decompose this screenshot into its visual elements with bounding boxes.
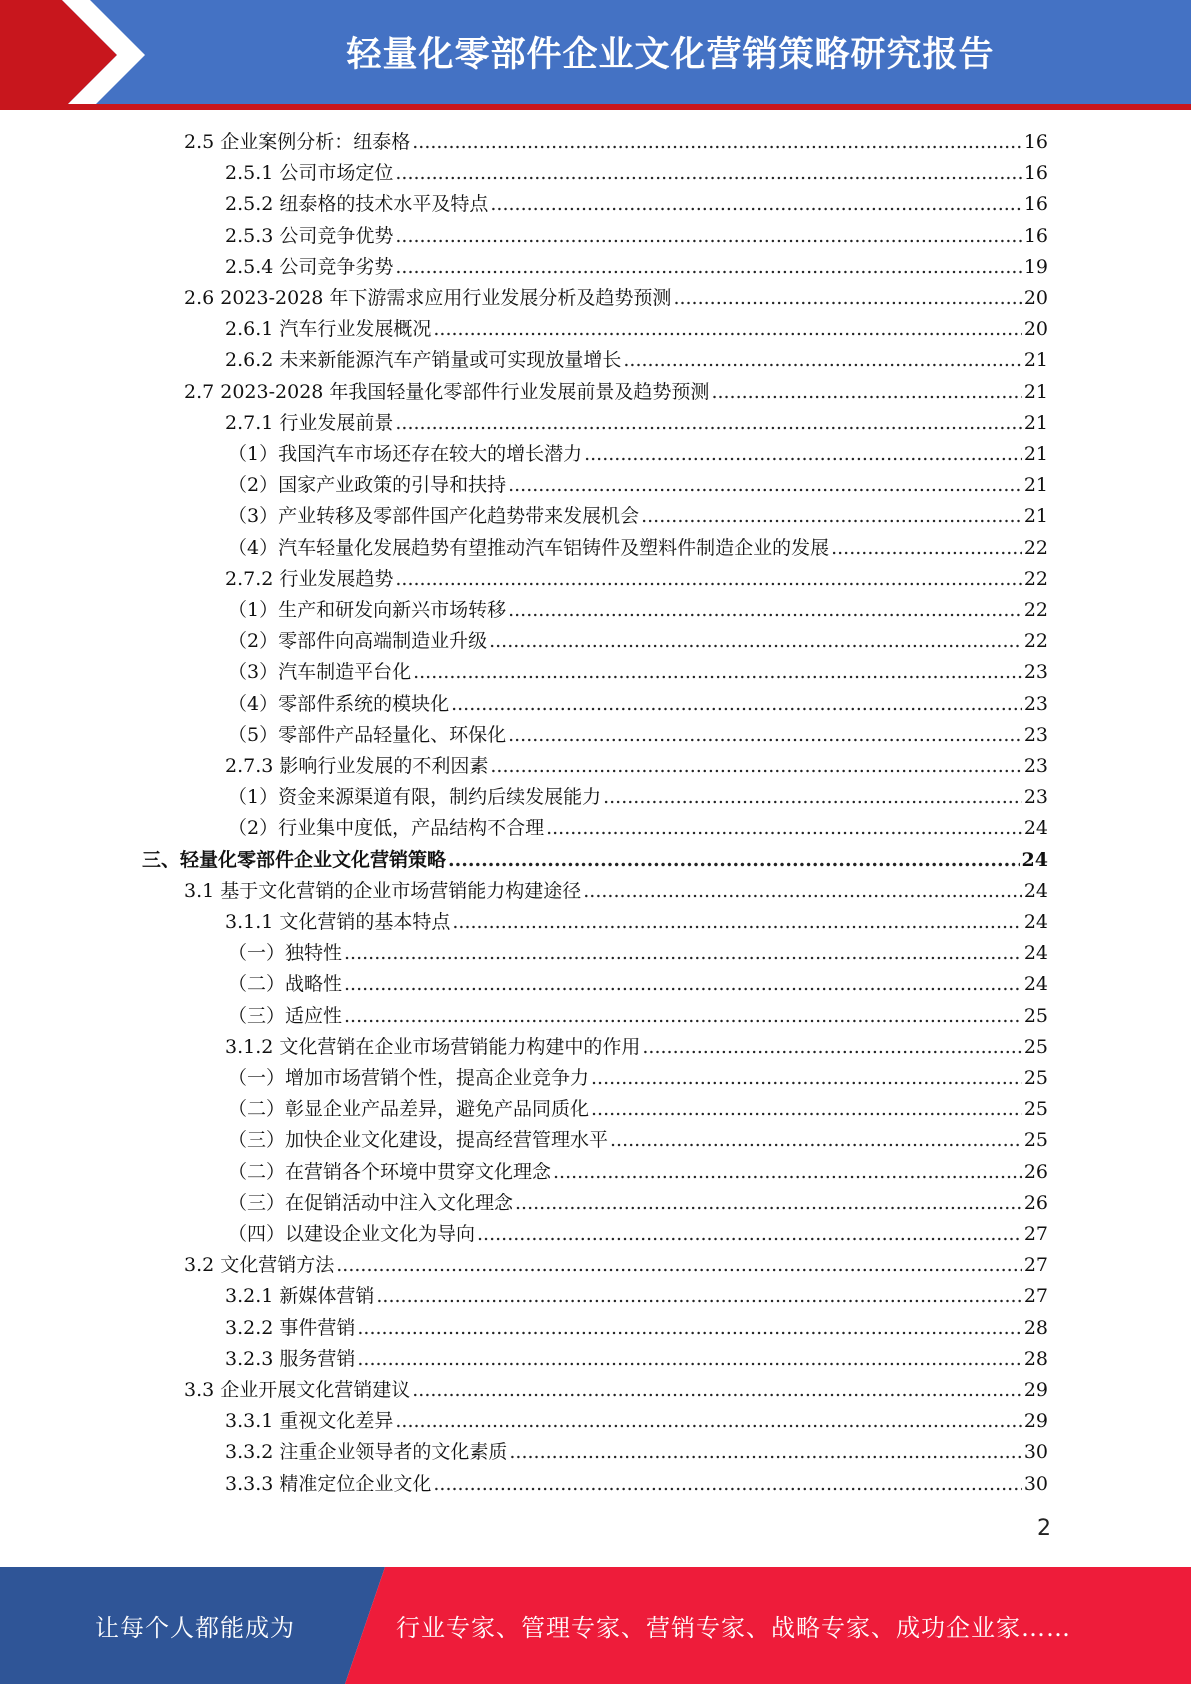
toc-entry-page: 22 <box>1023 537 1048 559</box>
toc-entry[interactable] <box>228 1157 1048 1188</box>
toc-entry-page: 25 <box>1023 1067 1048 1089</box>
toc-dot-leader <box>508 720 1022 751</box>
toc-entry-page: 16 <box>1023 162 1048 184</box>
toc-entry-label: 2.5.1 公司市场定位 <box>225 162 394 184</box>
toc-dot-leader <box>673 283 1021 314</box>
toc-dot-leader <box>357 1344 1021 1375</box>
toc-entry[interactable] <box>228 626 1048 657</box>
toc-entry[interactable] <box>228 969 1048 1000</box>
toc-entry-page: 16 <box>1023 225 1048 247</box>
toc-entry[interactable] <box>184 1375 1048 1406</box>
toc-entry[interactable] <box>225 1437 1048 1468</box>
toc-entry-page: 21 <box>1023 505 1048 527</box>
toc-entry-label: 2.6 2023-2028 年下游需求应用行业发展分析及趋势预测 <box>184 287 672 309</box>
toc-entry[interactable] <box>228 938 1048 969</box>
toc-entry[interactable] <box>184 283 1048 314</box>
toc-entry[interactable] <box>228 470 1048 501</box>
toc-entry-page: 30 <box>1023 1473 1048 1495</box>
toc-dot-leader <box>395 1406 1021 1437</box>
toc-entry-page: 26 <box>1023 1192 1048 1214</box>
toc-entry-page: 21 <box>1023 381 1048 403</box>
toc-entry[interactable] <box>225 1281 1048 1312</box>
toc-entry-page: 22 <box>1023 568 1048 590</box>
toc-dot-leader <box>591 1063 1022 1094</box>
toc-dot-leader <box>641 501 1022 532</box>
toc-dot-leader <box>395 221 1021 252</box>
footer-slogan-right: 行业专家、管理专家、营销专家、战略专家、成功企业家…… <box>396 1614 1071 1642</box>
toc-entry[interactable] <box>225 221 1048 252</box>
toc-entry[interactable] <box>228 595 1048 626</box>
toc-dot-leader <box>642 1032 1021 1063</box>
toc-entry[interactable] <box>225 1469 1048 1500</box>
toc-entry-label: （一）增加市场营销个性，提高企业竞争力 <box>228 1067 590 1089</box>
toc-entry-page: 16 <box>1023 131 1048 153</box>
toc-entry-label: 3.3.2 注重企业领导者的文化素质 <box>225 1441 508 1463</box>
toc-entry-page: 22 <box>1023 599 1048 621</box>
toc-entry-label: 3.2.3 服务营销 <box>225 1348 356 1370</box>
toc-entry-label: （1）资金来源渠道有限，制约后续发展能力 <box>228 786 602 808</box>
toc-entry-label: （4）汽车轻量化发展趋势有望推动汽车铝铸件及塑料件制造企业的发展 <box>228 537 830 559</box>
toc-entry-label: 3.3.3 精准定位企业文化 <box>225 1473 432 1495</box>
toc-entry[interactable] <box>142 845 1048 876</box>
toc-dot-leader <box>357 1313 1021 1344</box>
toc-dot-leader <box>508 470 1022 501</box>
toc-entry[interactable] <box>228 1188 1048 1219</box>
toc-entry-label: （二）战略性 <box>228 973 343 995</box>
toc-entry-label: 3.2.1 新媒体营销 <box>225 1285 375 1307</box>
toc-entry-page: 26 <box>1023 1161 1048 1183</box>
toc-entry-page: 19 <box>1023 256 1048 278</box>
toc-dot-leader <box>515 1188 1022 1219</box>
toc-entry[interactable] <box>228 1219 1048 1250</box>
toc-entry-page: 24 <box>1023 880 1048 902</box>
toc-dot-leader <box>395 252 1021 283</box>
toc-dot-leader <box>603 782 1022 813</box>
toc-entry-page: 25 <box>1023 1129 1048 1151</box>
toc-entry-label: （3）汽车制造平台化 <box>228 661 412 683</box>
toc-entry[interactable] <box>228 813 1048 844</box>
toc-dot-leader <box>831 533 1022 564</box>
toc-entry-page: 23 <box>1023 724 1048 746</box>
toc-entry-page: 24 <box>1023 817 1048 839</box>
toc-entry[interactable] <box>225 907 1048 938</box>
toc-entry[interactable] <box>225 564 1048 595</box>
toc-dot-leader <box>711 377 1021 408</box>
toc-entry-label: （四）以建设企业文化为导向 <box>228 1223 476 1245</box>
toc-entry-page: 20 <box>1023 287 1048 309</box>
toc-entry[interactable] <box>228 657 1048 688</box>
toc-entry[interactable] <box>184 377 1048 408</box>
toc-entry-label: （2）零部件向高端制造业升级 <box>228 630 488 652</box>
toc-entry-label: （2）行业集中度低，产品结构不合理 <box>228 817 545 839</box>
toc-entry[interactable] <box>184 127 1048 158</box>
toc-entry-label: 3.1.2 文化营销在企业市场营销能力构建中的作用 <box>225 1036 641 1058</box>
toc-dot-leader <box>344 969 1022 1000</box>
toc-entry[interactable] <box>228 1094 1048 1125</box>
page-footer <box>0 1567 1191 1684</box>
toc-entry-page: 27 <box>1023 1254 1048 1276</box>
toc-entry[interactable] <box>228 1125 1048 1156</box>
toc-entry-label: 3.1.1 文化营销的基本特点 <box>225 911 451 933</box>
toc-entry[interactable] <box>228 720 1048 751</box>
toc-entry[interactable] <box>225 189 1048 220</box>
toc-dot-leader <box>412 1375 1022 1406</box>
toc-entry[interactable] <box>228 439 1048 470</box>
toc-entry-page: 28 <box>1023 1348 1048 1370</box>
toc-dot-leader <box>413 657 1022 688</box>
toc-entry-label: 3.3 企业开展文化营销建议 <box>184 1379 411 1401</box>
toc-entry-label: （1）我国汽车市场还存在较大的增长潜力 <box>228 443 583 465</box>
toc-entry-label: 3.3.1 重视文化差异 <box>225 1410 394 1432</box>
toc-dot-leader <box>376 1281 1021 1312</box>
toc-dot-leader <box>584 439 1022 470</box>
toc-entry[interactable] <box>228 782 1048 813</box>
toc-entry-label: （2）国家产业政策的引导和扶持 <box>228 474 507 496</box>
toc-entry-page: 24 <box>1023 911 1048 933</box>
toc-dot-leader <box>344 1001 1022 1032</box>
toc-entry-label: （三）适应性 <box>228 1005 343 1027</box>
toc-dot-leader <box>477 1219 1022 1250</box>
toc-entry-label: 2.6.1 汽车行业发展概况 <box>225 318 432 340</box>
toc-dot-leader <box>451 689 1022 720</box>
toc-dot-leader <box>448 845 1020 876</box>
toc-entry[interactable] <box>225 1313 1048 1344</box>
toc-entry-page: 29 <box>1023 1379 1048 1401</box>
toc-entry-page: 21 <box>1023 443 1048 465</box>
toc-dot-leader <box>508 595 1022 626</box>
toc-entry-page: 25 <box>1023 1036 1048 1058</box>
toc-entry-label: 2.5.3 公司竞争优势 <box>225 225 394 247</box>
toc-entry[interactable] <box>225 1344 1048 1375</box>
toc-entry[interactable] <box>228 1001 1048 1032</box>
toc-entry[interactable] <box>225 1406 1048 1437</box>
toc-entry-page: 24 <box>1023 942 1048 964</box>
toc-entry-page: 23 <box>1023 693 1048 715</box>
toc-dot-leader <box>395 408 1021 439</box>
toc-entry[interactable] <box>225 1032 1048 1063</box>
toc-dot-leader <box>490 751 1021 782</box>
toc-dot-leader <box>433 314 1021 345</box>
toc-dot-leader <box>591 1094 1022 1125</box>
toc-entry-label: （二）彰显企业产品差异，避免产品同质化 <box>228 1098 590 1120</box>
toc-entry-label: 三、轻量化零部件企业文化营销策略 <box>142 849 447 871</box>
toc-entry-label: 2.7.2 行业发展趋势 <box>225 568 394 590</box>
toc-dot-leader <box>412 127 1022 158</box>
toc-entry-page: 28 <box>1023 1317 1048 1339</box>
toc-entry[interactable] <box>184 1250 1048 1281</box>
footer-slogan-left: 让每个人都能成为 <box>95 1614 295 1642</box>
toc-dot-leader <box>452 907 1021 938</box>
toc-entry-label: 2.5.4 公司竞争劣势 <box>225 256 394 278</box>
toc-entry-label: 2.5.2 纽泰格的技术水平及特点 <box>225 193 489 215</box>
report-title: 轻量化零部件企业文化营销策略研究报告 <box>346 35 995 75</box>
toc-entry-page: 29 <box>1023 1410 1048 1432</box>
toc-entry-label: 2.5 企业案例分析：纽泰格 <box>184 131 411 153</box>
toc-entry[interactable] <box>225 408 1048 439</box>
toc-dot-leader <box>395 158 1021 189</box>
toc-entry[interactable] <box>225 751 1048 782</box>
toc-entry-page: 21 <box>1023 412 1048 434</box>
toc-entry-label: 2.7.3 影响行业发展的不利因素 <box>225 755 489 777</box>
toc-entry-label: 3.2 文化营销方法 <box>184 1254 335 1276</box>
toc-entry-label: 3.2.2 事件营销 <box>225 1317 356 1339</box>
toc-dot-leader <box>583 876 1022 907</box>
toc-entry[interactable] <box>225 252 1048 283</box>
toc-dot-leader <box>489 626 1022 657</box>
toc-dot-leader <box>395 564 1021 595</box>
toc-entry-page: 23 <box>1023 755 1048 777</box>
toc-entry-label: （3）产业转移及零部件国产化趋势带来发展机会 <box>228 505 640 527</box>
toc-entry-label: （1）生产和研发向新兴市场转移 <box>228 599 507 621</box>
toc-dot-leader <box>344 938 1022 969</box>
toc-entry-page: 30 <box>1023 1441 1048 1463</box>
toc-dot-leader <box>336 1250 1022 1281</box>
toc-entry-page: 16 <box>1023 193 1048 215</box>
toc-entry-page: 25 <box>1023 1098 1048 1120</box>
toc-entry[interactable] <box>184 876 1048 907</box>
toc-entry-label: （三）加快企业文化建设，提高经营管理水平 <box>228 1129 609 1151</box>
toc-entry-label: （5）零部件产品轻量化、环保化 <box>228 724 507 746</box>
toc-entry[interactable] <box>228 533 1048 564</box>
toc-entry-page: 27 <box>1023 1285 1048 1307</box>
toc-dot-leader <box>509 1437 1021 1468</box>
toc-entry-page: 27 <box>1023 1223 1048 1245</box>
toc-entry-label: 2.6.2 未来新能源汽车产销量或可实现放量增长 <box>225 349 622 371</box>
toc-entry-page: 23 <box>1023 786 1048 808</box>
toc-entry-label: 3.1 基于文化营销的企业市场营销能力构建途径 <box>184 880 582 902</box>
page-number: 2 <box>1037 1516 1051 1541</box>
toc-entry-label: （二）在营销各个环境中贯穿文化理念 <box>228 1161 552 1183</box>
toc-dot-leader <box>546 813 1022 844</box>
toc-entry-page: 22 <box>1023 630 1048 652</box>
toc-entry-page: 20 <box>1023 318 1048 340</box>
toc-entry-label: （一）独特性 <box>228 942 343 964</box>
toc-entry-label: （4）零部件系统的模块化 <box>228 693 450 715</box>
toc-dot-leader <box>553 1157 1022 1188</box>
toc-entry-page: 24 <box>1023 973 1048 995</box>
toc-entry[interactable] <box>228 689 1048 720</box>
toc-entry[interactable] <box>225 158 1048 189</box>
toc-entry[interactable] <box>228 501 1048 532</box>
toc-entry-label: 2.7 2023-2028 年我国轻量化零部件行业发展前景及趋势预测 <box>184 381 710 403</box>
toc-entry[interactable] <box>228 1063 1048 1094</box>
toc-dot-leader <box>433 1469 1021 1500</box>
toc-entry-page: 21 <box>1023 349 1048 371</box>
toc-entry[interactable] <box>225 314 1048 345</box>
toc-entry-label: 2.7.1 行业发展前景 <box>225 412 394 434</box>
page-header <box>0 0 1191 110</box>
toc-dot-leader <box>623 345 1021 376</box>
toc-entry-label: （三）在促销活动中注入文化理念 <box>228 1192 514 1214</box>
toc-entry-page: 25 <box>1023 1005 1048 1027</box>
toc-entry-page: 24 <box>1021 849 1048 871</box>
toc-dot-leader <box>610 1125 1022 1156</box>
toc-entry-page: 21 <box>1023 474 1048 496</box>
toc-entry-page: 23 <box>1023 661 1048 683</box>
toc-entry[interactable] <box>225 345 1048 376</box>
toc-dot-leader <box>490 189 1021 220</box>
